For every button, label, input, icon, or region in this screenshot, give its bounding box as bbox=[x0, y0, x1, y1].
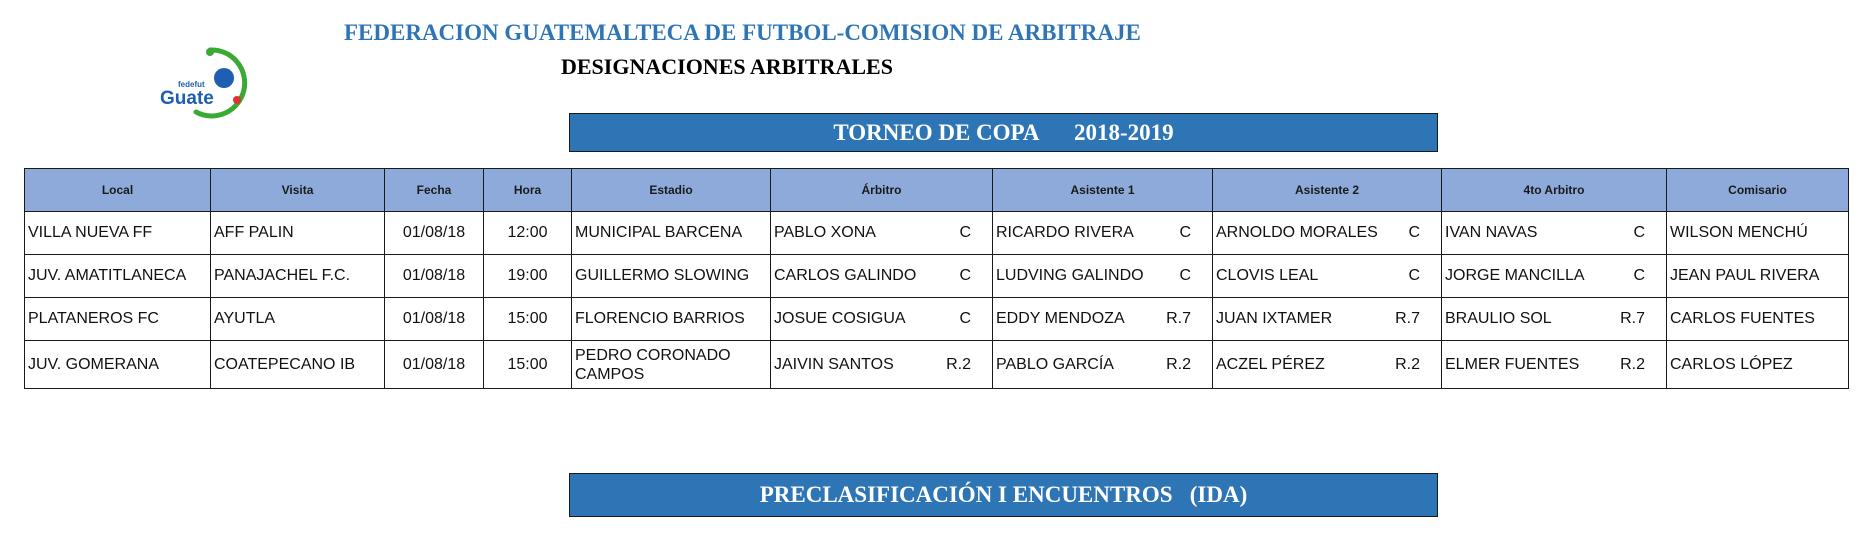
assistant2-tag: R.7 bbox=[1395, 310, 1420, 327]
logo-text: Guate bbox=[160, 88, 214, 109]
cuarto-cell bbox=[1442, 341, 1667, 389]
assistant1-name: EDDY MENDOZA bbox=[996, 310, 1125, 327]
header-row bbox=[25, 169, 1849, 212]
fecha-cell: 01/08/18 bbox=[385, 212, 484, 255]
estadio-cell: MUNICIPAL BARCENA bbox=[572, 212, 771, 255]
asistente1-cell bbox=[993, 298, 1213, 341]
hora-cell: 15:00 bbox=[484, 341, 572, 389]
referee-name: CARLOS GALINDO bbox=[774, 267, 917, 284]
local-cell: PLATANEROS FC bbox=[25, 298, 211, 341]
table-row bbox=[25, 255, 1849, 298]
asistente2-cell bbox=[1213, 255, 1442, 298]
assistant1-name: RICARDO RIVERA bbox=[996, 224, 1134, 241]
table-row bbox=[25, 212, 1849, 255]
assistant2-name: CLOVIS LEAL bbox=[1216, 267, 1319, 284]
fedefut-logo bbox=[150, 42, 262, 120]
col-asistente1: Asistente 1 bbox=[993, 169, 1213, 212]
asistente2-cell bbox=[1213, 212, 1442, 255]
col-cuarto-arbitro: 4to Arbitro bbox=[1442, 169, 1667, 212]
comisario-cell: CARLOS FUENTES bbox=[1667, 298, 1849, 341]
estadio-cell: GUILLERMO SLOWING bbox=[572, 255, 771, 298]
assistant1-tag: R.2 bbox=[1166, 355, 1191, 373]
asistente2-cell bbox=[1213, 298, 1442, 341]
assistant2-tag: C bbox=[1408, 267, 1420, 284]
col-estadio: Estadio bbox=[572, 169, 771, 212]
visita-cell: COATEPECANO IB bbox=[211, 341, 385, 389]
referee-tag: C bbox=[959, 267, 971, 284]
local-cell: JUV. GOMERANA bbox=[25, 341, 211, 389]
assistant2-name: ACZEL PÉREZ bbox=[1216, 355, 1325, 373]
fourth-tag: R.2 bbox=[1620, 355, 1645, 373]
fecha-cell: 01/08/18 bbox=[385, 298, 484, 341]
doc-title: DESIGNACIONES ARBITRALES bbox=[561, 54, 893, 79]
local-cell: JUV. AMATITLANECA bbox=[25, 255, 211, 298]
fourth-tag: C bbox=[1633, 224, 1645, 241]
designaciones-table bbox=[24, 168, 1849, 389]
fecha-cell: 01/08/18 bbox=[385, 341, 484, 389]
assistant1-tag: C bbox=[1179, 267, 1191, 284]
table-row bbox=[25, 298, 1849, 341]
arbitro-cell bbox=[771, 255, 993, 298]
comisario-cell: CARLOS LÓPEZ bbox=[1667, 341, 1849, 389]
referee-tag: C bbox=[959, 224, 971, 241]
section2-banner bbox=[569, 473, 1438, 517]
col-visita: Visita bbox=[211, 169, 385, 212]
fourth-name: BRAULIO SOL bbox=[1445, 310, 1552, 327]
asistente2-cell bbox=[1213, 341, 1442, 389]
section2-subtitle: (IDA) bbox=[1189, 482, 1248, 507]
referee-name: JOSUE COSIGUA bbox=[774, 310, 906, 327]
assistant1-tag: C bbox=[1179, 224, 1191, 241]
hora-cell: 15:00 bbox=[484, 298, 572, 341]
comisario-cell: JEAN PAUL RIVERA bbox=[1667, 255, 1849, 298]
referee-name: PABLO XONA bbox=[774, 224, 876, 241]
local-cell: VILLA NUEVA FF bbox=[25, 212, 211, 255]
hora-cell: 12:00 bbox=[484, 212, 572, 255]
org-title: FEDERACION GUATEMALTECA DE FUTBOL-COMISION DE ARBITRAJE bbox=[344, 20, 1141, 45]
fourth-name: ELMER FUENTES bbox=[1445, 355, 1580, 373]
estadio-cell: FLORENCIO BARRIOS bbox=[572, 298, 771, 341]
assistant2-name: JUAN IXTAMER bbox=[1216, 310, 1333, 327]
assistant1-name: LUDVING GALINDO bbox=[996, 267, 1144, 284]
visita-cell: PANAJACHEL F.C. bbox=[211, 255, 385, 298]
referee-name: JAIVIN SANTOS bbox=[774, 355, 894, 373]
col-asistente2: Asistente 2 bbox=[1213, 169, 1442, 212]
asistente1-cell bbox=[993, 212, 1213, 255]
referee-tag: C bbox=[959, 310, 971, 327]
col-local: Local bbox=[25, 169, 211, 212]
asistente1-cell bbox=[993, 255, 1213, 298]
visita-cell: AFF PALIN bbox=[211, 212, 385, 255]
tournament-banner bbox=[569, 113, 1438, 152]
section2-title: PRECLASIFICACIÓN I ENCUENTROS bbox=[759, 482, 1173, 507]
visita-cell: AYUTLA bbox=[211, 298, 385, 341]
fourth-tag: C bbox=[1633, 267, 1645, 284]
col-fecha: Fecha bbox=[385, 169, 484, 212]
table-row bbox=[25, 341, 1849, 389]
tournament-season: 2018-2019 bbox=[1074, 119, 1174, 145]
assistant1-tag: R.7 bbox=[1166, 310, 1191, 327]
cuarto-cell bbox=[1442, 255, 1667, 298]
cuarto-cell bbox=[1442, 212, 1667, 255]
estadio-text: PEDRO CORONADO CAMPOS bbox=[575, 346, 731, 383]
assistant2-name: ARNOLDO MORALES bbox=[1216, 224, 1378, 241]
tournament-name: TORNEO DE COPA bbox=[833, 119, 1040, 145]
hora-cell: 19:00 bbox=[484, 255, 572, 298]
col-hora: Hora bbox=[484, 169, 572, 212]
comisario-cell: WILSON MENCHÚ bbox=[1667, 212, 1849, 255]
arbitro-cell bbox=[771, 298, 993, 341]
referee-tag: R.2 bbox=[946, 355, 971, 373]
logo-small-text: fedefut bbox=[178, 80, 205, 89]
cuarto-cell bbox=[1442, 298, 1667, 341]
assistant2-tag: C bbox=[1408, 224, 1420, 241]
fourth-tag: R.7 bbox=[1620, 310, 1645, 327]
col-arbitro: Árbitro bbox=[771, 169, 993, 212]
assistant1-name: PABLO GARCÍA bbox=[996, 355, 1114, 373]
fourth-name: JORGE MANCILLA bbox=[1445, 267, 1585, 284]
estadio-cell bbox=[572, 341, 771, 389]
asistente1-cell bbox=[993, 341, 1213, 389]
arbitro-cell bbox=[771, 341, 993, 389]
fecha-cell: 01/08/18 bbox=[385, 255, 484, 298]
fourth-name: IVAN NAVAS bbox=[1445, 224, 1538, 241]
col-comisario: Comisario bbox=[1667, 169, 1849, 212]
assistant2-tag: R.2 bbox=[1395, 355, 1420, 373]
arbitro-cell bbox=[771, 212, 993, 255]
